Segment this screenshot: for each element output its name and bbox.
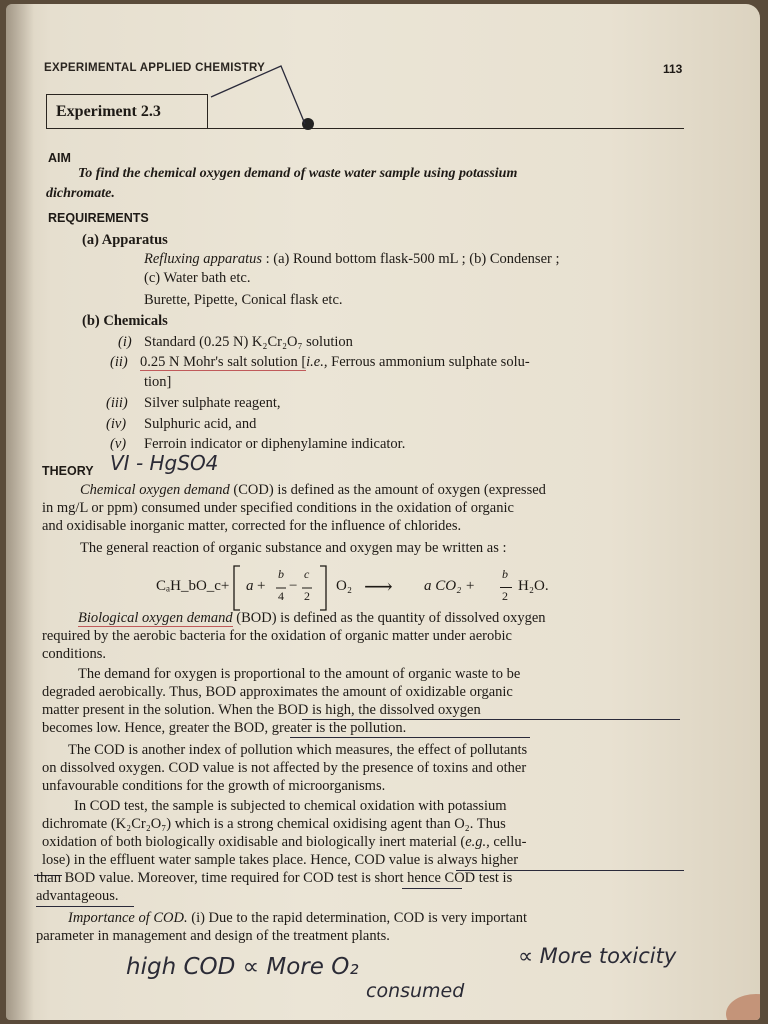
handwritten-line-2: consumed [366,980,465,1002]
handwritten-note-hgso4: VI - HgSO4 [110,451,219,475]
chem-ii-num: (ii) [110,354,128,370]
theory-p4-l1: The demand for oxygen is proportional to the amount of organic waste to be [78,666,521,682]
thumb [726,994,760,1020]
handwritten-line-1b: ∝ More toxicity [518,944,677,968]
theory-p4-l3: matter present in the solution. When the BOD is high, the dissolved oxygen [42,702,481,718]
chem-iv-num: (iv) [106,416,127,432]
formula-o2: O₂ [336,578,353,594]
formula-lhs: CₐH_bO_c+ [156,578,230,594]
theory-p4-l2: degraded aerobically. Thus, BOD approximates the amount of oxidizable organic [42,684,513,700]
theory-p1-l1: Chemical oxygen demand (COD) is defined as the amount of oxygen (expressed [80,482,546,498]
theory-p6-l6: advantageous. [36,888,119,904]
theory-p3-l1: Biological oxygen demand (BOD) is defined as the quantity of dissolved oxygen [78,610,546,626]
apparatus-line-1: Refluxing apparatus : (a) Round bottom flask-500 mL ; (b) Condenser ; [144,251,560,267]
chem-ii-cont: tion] [144,374,172,390]
chem-ii: 0.25 N Mohr's salt solution [i.e., Ferrous ammonium sulphate solu- [140,354,530,370]
experiment-title: Experiment 2.3 [56,103,161,120]
aim-line-2: dichromate. [46,186,115,201]
theory-p6-l5: than BOD value. Moreover, time required for COD test is short hence COD test is [36,870,513,886]
chem-v-num: (v) [110,436,127,452]
pen-stroke-mark [201,62,311,132]
formula-c: c [304,567,310,581]
theory-p3-l3: conditions. [42,646,107,662]
apparatus-heading: (a) Apparatus [82,232,168,248]
chem-v: Ferroin indicator or diphenylamine indicator. [144,436,406,452]
theory-p5-l3: unfavourable conditions for the growth of microorganisms. [42,778,386,794]
theory-p1-l2: in mg/L or ppm) consumed under specified conditions in the oxidation of organic [42,500,514,516]
theory-p3-l2: required by the aerobic bacteria for the oxidation of organic matter under aerobic [42,628,512,644]
theory-p6-l3: oxidation of both biologically oxidisable and biologically inert material (e.g., cellu- [42,834,527,850]
theory-heading: THEORY [42,464,94,478]
theory-p6-l1: In COD test, the sample is subjected to chemical oxidation with potassium [74,798,507,814]
formula-rhs1: a CO₂ + [424,578,476,594]
chem-i: Standard (0.25 N) K₂Cr₂O₇ solution [144,334,353,350]
chem-iii: Silver sulphate reagent, [144,395,281,411]
formula-two2: 2 [502,589,508,603]
theory-p7-l2: parameter in management and design of the treatment plants. [36,928,390,944]
theory-p4-l4: becomes low. Hence, greater the BOD, greater is the pollution. [42,720,407,736]
running-header: EXPERIMENTAL APPLIED CHEMISTRY [44,62,266,74]
apparatus-line-2: (c) Water bath etc. [144,270,251,286]
aim-line-1: To find the chemical oxygen demand of waste water sample using potassium [78,166,518,181]
theory-p6-l4: lose) in the effluent water sample takes place. Hence, COD value is always higher [42,852,519,868]
book-page: EXPERIMENTAL APPLIED CHEMISTRY 113 Experiment 2.3 AIM To find the chemical oxygen demand of waste water sample using potassium dichromate. REQUIREMENTS (a) Apparatus Refluxing apparatus : (a) Round bottom flask-500 mL ; (b) Condenser ; (c) Water bath etc. Burette, Pipette, Conical flask etc. (b) Chemicals (i) Standard (0.25 N) K₂Cr₂O₇ solution (ii) 0.25 N Mohr's salt solution [i.e., Ferrous ammonium sulphate solu- tion] (iii) Silver sulphate reagent, (iv) Sulphuric acid, and (v) Ferroin indicator or diphenylamine indicator. THEORY VI - HgSO4 Chemical oxygen demand (COD) is defined as the amount of oxygen (expressed in mg/L or ppm) consumed under specified conditions in the oxidation of organic and oxidisable inorganic matter, corrected for the influence of chlorides. The general reaction of organic substance and oxygen may be written as : CₐH_bO_c+ a + b 4 − c 2 O₂ ⟶ a CO₂ + b 2 H₂O. Biological oxygen demand (BOD) is defined as the quantity of dissolved oxygen required by the aerobic bacteria for the oxidation of organic matter under aerobic conditions. The demand for oxygen is proportional to the amount of organic waste to be degraded aerobically. Thus, BOD approximates the amount of oxidizable organic matter present in the solution. When the BOD is high, the dissolved oxygen becomes low. Hence, greater the BOD, greater is the pollution. The COD is another index of pollution which measures, the effect of pollutants on dissolved oxygen. COD value is not affected by the presence of toxins and other unfavourable conditions for the growth of microorganisms. In COD test, the sample is subjected to chemical oxidation with potassium dichromate (K₂Cr₂O₇) which is a strong chemical oxidising agent than O₂. Thus oxidation of both biologically oxidisable and biologically inert material (e.g., cellu- lose) in the effluent water sample takes place. Hence, COD value is always higher than BOD value. Moreover, time required for COD test is short hence COD test is advantageous. Importance of COD. (i) Due to the rapid determination, COD is very important parameter in management and design of the treatment plants. high COD ∝ More O₂ ∝ More toxicity consumed [6,4,760,1020]
formula-arrow: ⟶ [364,576,393,598]
formula-b2: b [502,567,508,581]
chemicals-heading: (b) Chemicals [82,313,168,329]
formula-a: a [246,578,254,594]
chem-i-num: (i) [118,334,132,350]
header-rule [46,128,684,129]
theory-p1-l3: and oxidisable inorganic matter, corrected for the influence of chlorides. [42,518,462,534]
theory-p6-l2: dichromate (K₂Cr₂O₇) which is a strong chemical oxidising agent than O₂. Thus [42,816,506,832]
handwritten-line-1: high COD ∝ More O₂ [126,954,359,980]
chem-iv: Sulphuric acid, and [144,416,257,432]
formula-b: b [278,567,284,581]
theory-p2: The general reaction of organic substance and oxygen may be written as : [80,540,507,556]
theory-p7-l1: Importance of COD. (i) Due to the rapid determination, COD is very important [68,910,528,926]
aim-heading: AIM [48,151,71,165]
theory-p5-l1: The COD is another index of pollution which measures, the effect of pollutants [68,742,528,758]
theory-p5-l2: on dissolved oxygen. COD value is not affected by the presence of toxins and other [42,760,527,776]
formula-two: 2 [304,589,310,603]
formula-rhs2: H₂O. [518,578,549,594]
chem-iii-num: (iii) [106,395,128,411]
binding-shadow [6,4,34,1020]
page-number: 113 [663,62,683,76]
requirements-heading: REQUIREMENTS [48,211,149,225]
apparatus-line-3: Burette, Pipette, Conical flask etc. [144,292,343,308]
formula-four: 4 [278,589,284,603]
